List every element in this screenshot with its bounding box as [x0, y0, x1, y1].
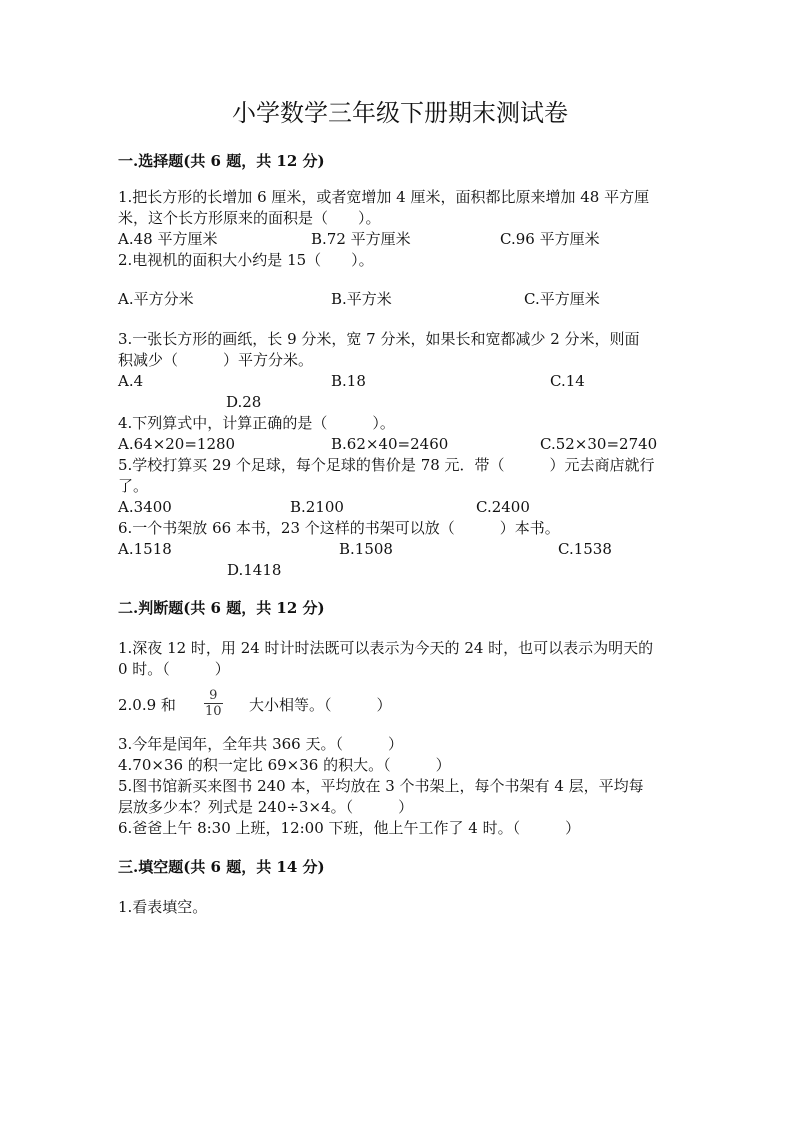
judge-1-line-1: 1.深夜 12 时，用 24 时计时法既可以表示为今天的 24 时，也可以表示为明天的: [118, 639, 654, 657]
question-4-line-1: 4.下列算式中，计算正确的是（ ）。: [118, 414, 395, 432]
question-2-option-c: C.平方厘米: [524, 290, 600, 308]
question-5-line-1: 5.学校打算买 29 个足球，每个足球的售价是 78 元．带（ ）元去商店就行: [118, 456, 655, 474]
question-2-line-1: 2.电视机的面积大小约是 15（ ）。: [118, 251, 374, 269]
fill-1-line-1: 1.看表填空。: [118, 898, 208, 916]
question-1-line-1: 1.把长方形的长增加 6 厘米，或者宽增加 4 厘米，面积都比原来增加 48 平方厘: [118, 188, 650, 206]
question-3-option-b: B.18: [331, 372, 366, 390]
judge-2-prefix: 2.0.9 和: [118, 696, 176, 714]
question-4-option-a: A.64×20=1280: [118, 435, 236, 453]
question-3-option-a: A.4: [118, 372, 144, 390]
judge-1-line-2: 0 时。（ ）: [118, 660, 230, 678]
question-6-option-c: C.1538: [558, 540, 612, 558]
judge-5-line-1: 5.图书馆新买来图书 240 本，平均放在 3 个书架上，每个书架有 4 层，平均每: [118, 777, 644, 795]
fraction-denominator: 10: [205, 704, 222, 719]
fraction-numerator: 9: [204, 688, 223, 704]
question-1-option-c: C.96 平方厘米: [500, 230, 600, 248]
question-5-line-2: 了。: [118, 477, 149, 495]
judge-5-line-2: 层放多少本？列式是 240÷3×4。（ ）: [118, 798, 414, 816]
question-4-option-c: C.52×30=2740: [540, 435, 658, 453]
question-5-option-b: B.2100: [290, 498, 344, 516]
question-1-option-b: B.72 平方厘米: [311, 230, 411, 248]
question-4-option-b: B.62×40=2460: [331, 435, 449, 453]
question-6-option-a: A.1518: [118, 540, 172, 558]
question-3-line-2: 积减少（ ）平方分米。: [118, 351, 314, 369]
section-heading-judgement: 二.判断题(共 6 题，共 12 分): [118, 599, 325, 617]
question-3-option-d: D.28: [226, 393, 262, 411]
question-5-option-c: C.2400: [476, 498, 530, 516]
question-3-option-c: C.14: [550, 372, 585, 390]
judge-3-line-1: 3.今年是闰年，全年共 366 天。（ ）: [118, 735, 403, 753]
question-5-option-a: A.3400: [118, 498, 172, 516]
question-1-option-a: A.48 平方厘米: [118, 230, 218, 248]
judge-2-suffix: 大小相等。（ ）: [249, 696, 392, 714]
page-title: 小学数学三年级下册期末测试卷: [232, 99, 568, 127]
question-6-option-d: D.1418: [227, 561, 282, 579]
section-heading-fill-blank: 三.填空题(共 6 题，共 14 分): [118, 858, 325, 876]
fraction-nine-tenths: [204, 688, 223, 719]
question-6-line-1: 6.一个书架放 66 本书，23 个这样的书架可以放（ ）本书。: [118, 519, 560, 537]
question-3-line-1: 3.一张长方形的画纸，长 9 分米，宽 7 分米，如果长和宽都减少 2 分米，则面: [118, 330, 640, 348]
judge-4-line-1: 4.70×36 的积一定比 69×36 的积大。（ ）: [118, 756, 451, 774]
question-2-option-b: B.平方米: [331, 290, 392, 308]
section-heading-choice: 一.选择题(共 6 题，共 12 分): [118, 152, 325, 170]
question-2-option-a: A.平方分米: [118, 290, 194, 308]
question-1-line-2: 米，这个长方形原来的面积是（ ）。: [118, 209, 381, 227]
question-6-option-b: B.1508: [339, 540, 393, 558]
judge-6-line-1: 6.爸爸上午 8:30 上班，12:00 下班，他上午工作了 4 时。（ ）: [118, 819, 581, 837]
